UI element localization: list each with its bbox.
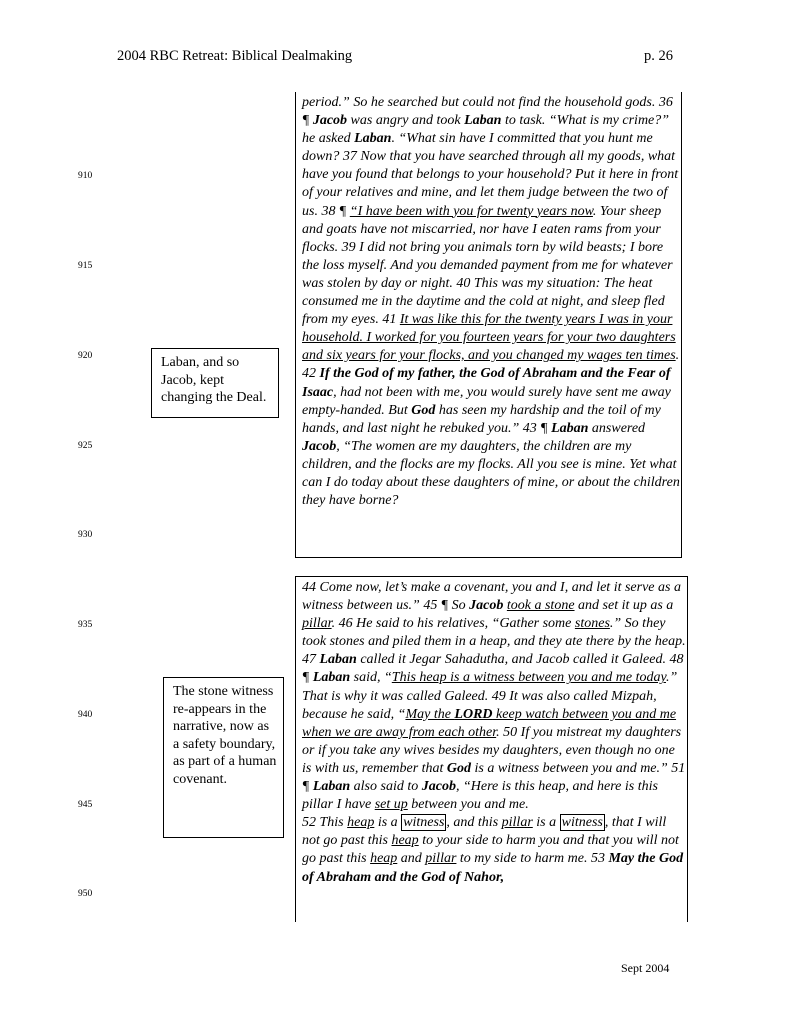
line-number: 940	[78, 710, 93, 720]
scripture-passage-genesis-31-35-43	[295, 92, 682, 558]
page-number: p. 26	[644, 48, 673, 64]
line-number: 935	[78, 620, 93, 630]
underlined-phrase: It was like this for the twenty years I was in your household. I worked for you fourteen years for your two daughters and six years for your flocks, and you changed my wages ten times	[302, 312, 676, 364]
footer-date: Sept 2004	[621, 961, 670, 975]
scripture-passage-genesis-31-44-53	[295, 576, 688, 922]
passage-text: 44 Come now, let’s make a covenant, you and I, and let it serve as a witness between us.” 45 ¶ So Jacob took a stone and set it up as a pillar. 46 He said to his relatives, “Gather some stones.” So they took stones and piled them in a heap, and they ate there by the heap. 47 Laban called it Jegar Sahadutha, and Jacob called it Galeed. 48 ¶ Laban said, “This heap is a witness between you and me today.” That is why it was called Galeed. 49 It was also called Mizpah, because he said, “May the LORD keep watch between you and me when we are away from each other. 50 If you mistreat my daughters or if you take any wives besides my daughters, even though no one is with us, remember that God is a witness between you and me.” 51 ¶ Laban also said to Jacob, “Here is this heap, and here is this pillar I have set up between you and me.	[302, 580, 686, 813]
line-number: 950	[78, 889, 93, 899]
passage-text: period.” So he searched but could not find the household gods. 36 ¶ Jacob was angry and took Laban to task. “What is my crime?” he asked Laban. “What sin have I committed that you hunt me down? 37 Now that you have searched through all my goods, what have you found that belongs to your household? Put it here in front of your relatives and mine, and let them judge between the two of us. 38 ¶ “I have been with you for twenty years now. Your sheep and goats have not miscarried, nor have I eaten rams from your flocks. 39 I did not bring you animals torn by wild beasts; I bore the loss myself. And you demanded payment from me for whatever was stolen by day or night. 40 This was my situation: The heat consumed me in the daytime and the cold at night, and sleep fled from my eyes. 41 It was like this for the twenty years I was in your household. I worked for you fourteen years for your two daughters and six years for your flocks, and you changed my wages ten times. 42 If the God of my father, the God of Abraham and the Fear of Isaac, had not been with me, you would surely have sent me away empty-handed. But God has seen my hardship and the toil of my hands, and last night he rebuked you.” 43 ¶ Laban answered Jacob, “The women are my daughters, the children are my children, and the flocks are my flocks. All you see is mine. Yet what can I do today about these daughters of mine, or about the children they have borne?	[302, 95, 680, 509]
side-note-changing-deal: Laban, and so Jacob, kept changing the Deal.	[151, 348, 279, 418]
boxed-word-witness: witness	[403, 815, 445, 831]
line-number: 925	[78, 441, 93, 451]
passage-text: 52 This heap is a witness , and this pillar is a witness , that I will not go past this heap to your side to harm you and that you will not go past this heap and pillar to my side to harm me. 53 May the God of Abraham and the God of Nahor,	[302, 815, 684, 885]
boxed-word-witness: witness	[561, 815, 603, 831]
underlined-phrase: “I have been with you for twenty years now	[349, 203, 593, 219]
document-title: 2004 RBC Retreat: Biblical Dealmaking	[117, 48, 353, 64]
line-number: 910	[78, 171, 93, 181]
line-number: 915	[78, 261, 93, 271]
side-note-stone-witness: The stone witness re-appears in the narrative, now as a safety boundary, as part of a human covenant.	[163, 677, 284, 838]
line-number: 930	[78, 530, 93, 540]
line-number: 945	[78, 800, 93, 810]
line-number: 920	[78, 351, 93, 361]
